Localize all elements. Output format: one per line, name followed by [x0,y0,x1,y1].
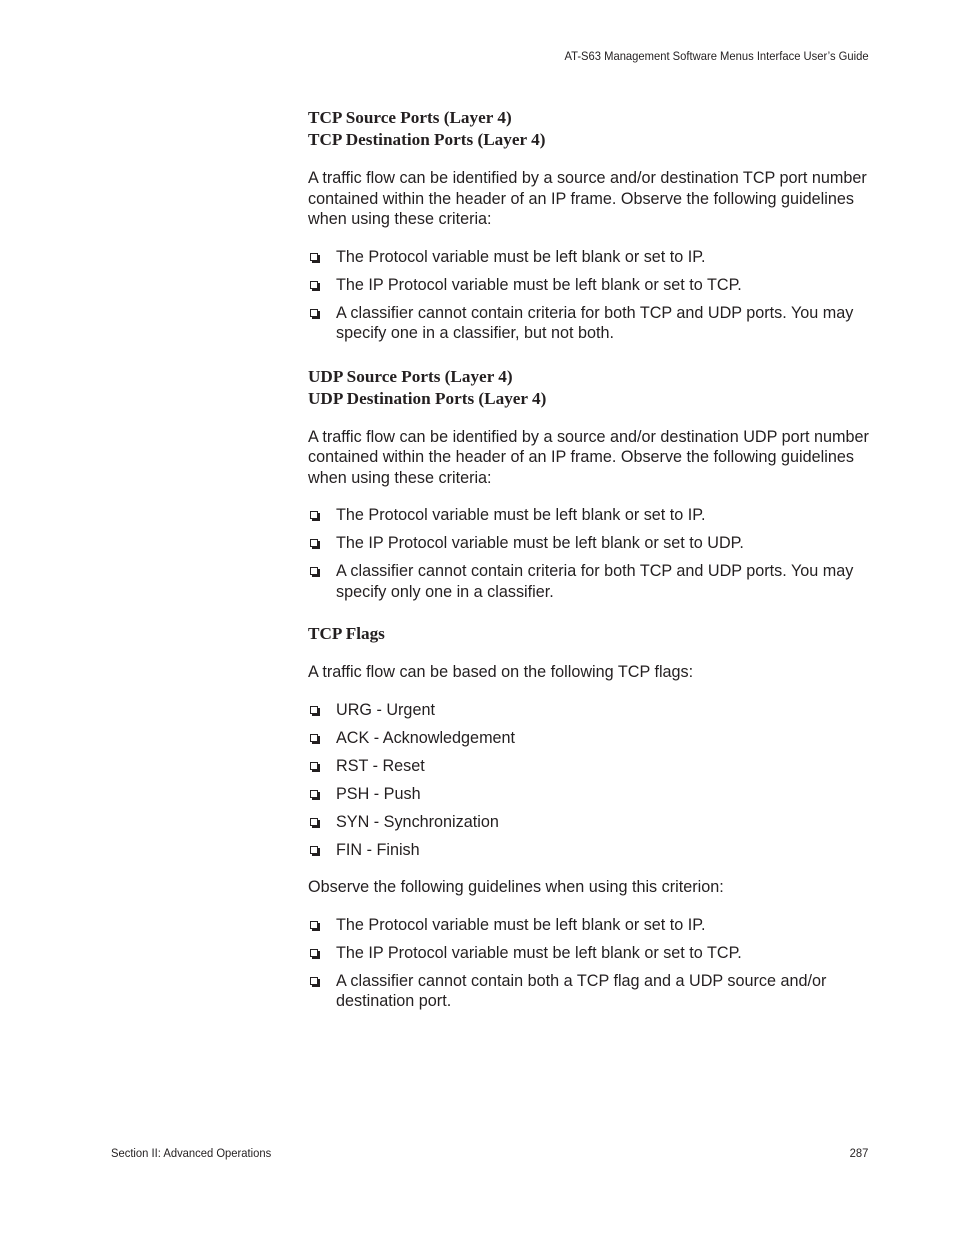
list-item [308,971,873,1012]
list-item-text: FIN - Finish [336,840,420,859]
list-item-text: The Protocol variable must be left blank or set to IP. [336,247,706,266]
bullet-list [308,505,873,602]
list-item [308,943,873,964]
list-item [308,303,873,344]
paragraph: A traffic flow can be based on the following TCP flags: [308,663,694,681]
page-number: 287 [849,1146,868,1160]
list-item-text: A classifier cannot contain criteria for both TCP and UDP ports. You may specify one in a classifier, but not both. [336,303,854,342]
checkbox-bullet-icon [310,921,318,929]
page-content [308,107,873,1012]
section-heading: TCP Source Ports (Layer 4) [308,108,512,127]
checkbox-bullet-icon [310,706,318,714]
list-item [308,505,873,526]
list-item-text: RST - Reset [336,756,425,775]
list-item-text: SYN - Synchronization [336,812,499,831]
checkbox-bullet-icon [310,762,318,770]
running-header: AT-S63 Management Software Menus Interface User’s Guide [564,49,869,63]
list-item [308,812,873,833]
checkbox-bullet-icon [310,846,318,854]
section-udp-ports [308,366,873,603]
section-heading: UDP Destination Ports (Layer 4) [308,388,547,408]
list-item-text: The IP Protocol variable must be left blank or set to UDP. [336,534,744,552]
list-item-text: The Protocol variable must be left blank or set to IP. [336,506,706,524]
list-item [308,561,873,602]
bullet-list [308,247,873,344]
checkbox-bullet-icon [310,309,318,317]
checkbox-bullet-icon [310,977,318,985]
list-item-text: The Protocol variable must be left blank or set to IP. [336,915,706,934]
list-item-text: PSH - Push [336,784,421,803]
footer-section-title: Section II: Advanced Operations [111,1146,272,1160]
checkbox-bullet-icon [310,281,318,289]
list-item-text: The IP Protocol variable must be left blank or set to TCP. [336,943,742,962]
checkbox-bullet-icon [310,818,318,826]
section-heading: TCP Flags [308,624,385,643]
list-item-text: The IP Protocol variable must be left blank or set to TCP. [336,275,742,294]
bullet-list [308,915,873,1012]
list-item-text: A classifier cannot contain both a TCP flag and a UDP source and/or destination port. [336,971,827,1010]
flag-list [308,700,873,861]
checkbox-bullet-icon [310,734,318,742]
list-item [308,728,873,749]
section-heading: TCP Destination Ports (Layer 4) [308,130,546,149]
checkbox-bullet-icon [310,511,318,519]
list-item [308,533,873,554]
checkbox-bullet-icon [310,567,318,575]
list-item [308,700,873,721]
checkbox-bullet-icon [310,539,318,547]
list-item [308,275,873,296]
paragraph: A traffic flow can be identified by a source and/or destination TCP port number contained within the header of an IP frame. Observe the following guidelines when using these criteria: [308,169,867,228]
section-tcp-flags [308,623,873,1012]
section-tcp-ports [308,107,873,344]
paragraph: Observe the following guidelines when using this criterion: [308,878,724,896]
list-item-text: URG - Urgent [336,700,435,719]
list-item-text: A classifier cannot contain criteria for both TCP and UDP ports. You may specify only one in a classifier. [336,562,854,601]
list-item [308,915,873,936]
checkbox-bullet-icon [310,790,318,798]
checkbox-bullet-icon [310,253,318,261]
list-item [308,247,873,268]
section-heading: UDP Source Ports (Layer 4) [308,366,513,386]
paragraph: A traffic flow can be identified by a source and/or destination UDP port number contained within the header of an IP frame. Observe the following guidelines when using these criteria: [308,427,869,487]
list-item [308,784,873,805]
checkbox-bullet-icon [310,949,318,957]
list-item [308,840,873,861]
list-item [308,756,873,777]
list-item-text: ACK - Acknowledgement [336,728,516,747]
